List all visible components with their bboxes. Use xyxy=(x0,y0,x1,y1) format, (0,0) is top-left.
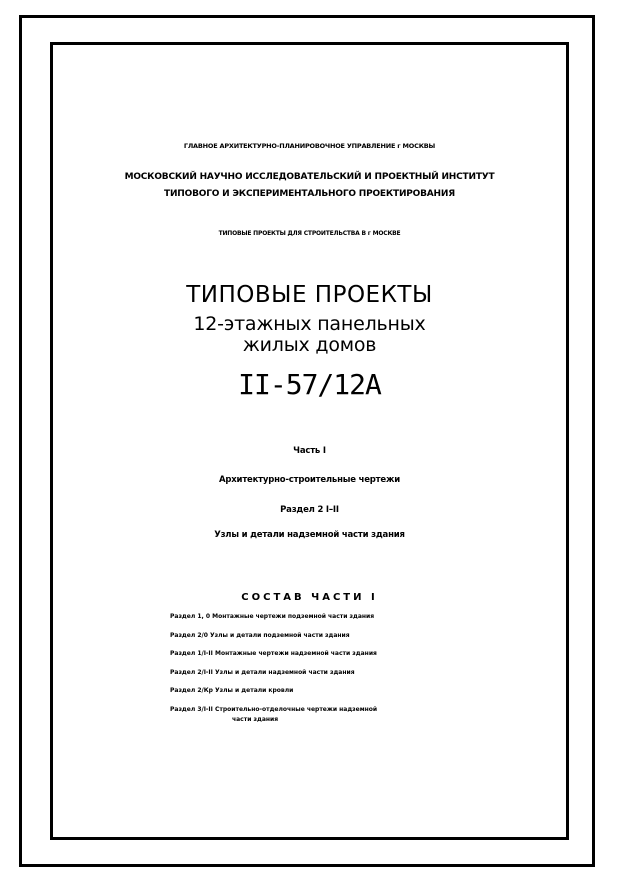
institute-line-1: МОСКОВСКИЙ НАУЧНО ИССЛЕДОВАТЕЛЬСКИЙ И ПРОЕКТНЫЙ ИНСТИТУТ xyxy=(124,172,495,182)
contents-item: Раздел 2/I-II Узлы и детали надземной части здания xyxy=(170,668,355,676)
contents-heading: СОСТАВ ЧАСТИ I xyxy=(241,592,378,603)
document-subtitle-line-1: 12-этажных панельных xyxy=(193,313,426,335)
contents-item: Раздел 2/Кр Узлы и детали кровли xyxy=(170,687,294,694)
contents-item: Раздел 1, 0 Монтажные чертежи подземной части здания xyxy=(170,613,375,620)
ministry-line: ГЛАВНОЕ АРХИТЕКТУРНО-ПЛАНИРОВОЧНОЕ УПРАВЛЕНИЕ г МОСКВЫ xyxy=(183,142,436,150)
institute-line-2: ТИПОВОГО И ЭКСПЕРИМЕНТАЛЬНОГО ПРОЕКТИРОВАНИЯ xyxy=(164,189,455,199)
contents-item: Раздел 2/0 Узлы и детали подземной части здания xyxy=(170,631,350,639)
project-code: II-57/12А xyxy=(238,368,381,401)
section-label: Раздел 2 I–II xyxy=(280,505,339,515)
section-title: Узлы и детали надземной части здания xyxy=(214,530,405,540)
contents-item: Раздел 1/I-II Монтажные чертежи надземной части здания xyxy=(170,650,377,657)
contents-list xyxy=(170,612,470,733)
part-label: Часть I xyxy=(293,446,326,456)
part-title: Архитектурно-строительные чертежи xyxy=(219,475,400,485)
document-title: ТИПОВЫЕ ПРОЕКТЫ xyxy=(186,282,433,308)
contents-item-line-2: части здания xyxy=(232,715,279,723)
series-line: ТИПОВЫЕ ПРОЕКТЫ ДЛЯ СТРОИТЕЛЬСТВА В г МОСКВЕ xyxy=(218,230,401,237)
contents-item xyxy=(170,705,470,725)
contents-item-line-1: Раздел 3/I-II Строительно-отделочные чертежи надземной xyxy=(170,705,378,713)
document-subtitle-line-2: жилых домов xyxy=(242,334,377,356)
